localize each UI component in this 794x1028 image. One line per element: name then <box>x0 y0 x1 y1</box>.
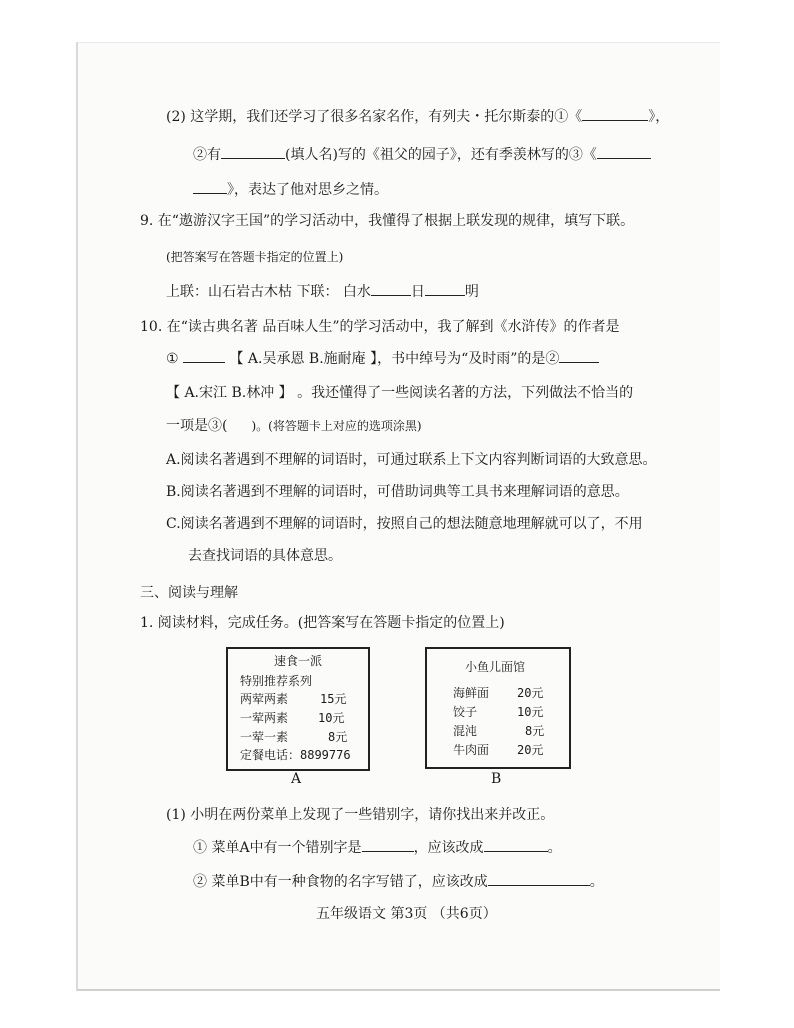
couplet-blank-1[interactable] <box>371 283 411 296</box>
menu-a-title: 速食一派 <box>274 654 323 668</box>
couplet-text-c: 明 <box>464 284 479 300</box>
q8-2-line1 <box>166 108 669 126</box>
menu-b-item-name: 海鲜面 <box>453 686 490 700</box>
q8-2-line3-text: 》，表达了他对思乡之情。 <box>227 182 388 198</box>
menu-a-subtitle: 特别推荐系列 <box>240 674 313 688</box>
menu-a-item-name: 一荤两素 <box>240 711 289 725</box>
q10-blank-2[interactable] <box>559 350 599 363</box>
q9-stem: 9. 在“遨游汉字王国”的学习活动中，我懂得了根据上联发现的规律，填写下联。 <box>140 213 635 229</box>
couplet-text-a: 上联：山石岩古木枯 下联： 白水 <box>166 284 371 300</box>
q10-option-c-line1: C.阅读名著遇到不理解的词语时，按照自己的想法随意地理解就可以了，不用 <box>166 516 643 532</box>
typo-blank-b[interactable] <box>488 873 590 886</box>
answer-blank-2[interactable] <box>221 146 285 159</box>
q10-line2-text-b: 【 A.吴承恩 B.施耐庵 】，书中绰号为“及时雨”的是② <box>229 351 560 367</box>
q10-line4-text-b: )。(将答题卡上对应的选项涂黑) <box>251 419 422 433</box>
answer-blank-1[interactable] <box>582 108 648 121</box>
couplet-text-b: 日 <box>410 284 425 300</box>
menu-b-item-price: 10元 <box>517 705 544 719</box>
page-footer: 五年级语文 第3页 （共6页） <box>316 906 497 922</box>
answer-blank-3-cont[interactable] <box>193 181 227 194</box>
menu-a-item-name: 一荤一素 <box>240 730 289 744</box>
menu-b-item-price: 20元 <box>517 743 544 757</box>
menu-b-title: 小鱼儿面馆 <box>465 660 526 674</box>
sub-b-text-1: ② 菜单B中有一种食物的名字写错了，应该改成 <box>193 874 488 890</box>
menu-a-item-price: 8元 <box>328 730 348 744</box>
q8-2-line2-text-b: (填人名)写的《祖父的园子》，还有季羡林写的③《 <box>285 147 597 163</box>
q9-note: (把答案写在答题卡指定的位置上) <box>166 250 344 264</box>
q10-line2-text-a: ① <box>166 351 179 367</box>
menu-b-item-name: 饺子 <box>453 705 478 719</box>
q10-option-b: B.阅读名著遇到不理解的词语时，可借助词典等工具书来理解词语的意思。 <box>166 484 629 500</box>
q8-2-line3 <box>193 181 388 199</box>
menu-a <box>226 647 370 771</box>
q10-stem: 10. 在“读古典名著 品百味人生”的学习活动中，我了解到《水浒传》的作者是 <box>140 319 620 335</box>
typo-blank-a2[interactable] <box>484 839 548 852</box>
menu-b <box>425 647 571 769</box>
sub-q1-part-a <box>193 839 562 857</box>
q10-line3: 【 A.宋江 B.林冲 】 。我还懂得了一些阅读名著的方法，下列做法不恰当的 <box>166 385 634 401</box>
q10-line4 <box>166 417 422 435</box>
sub-a-text-2: ，应该改成 <box>413 840 484 856</box>
q8-2-line2 <box>193 146 651 164</box>
sub-b-text-2: 。 <box>589 874 604 890</box>
menu-a-item-name: 两荤两素 <box>240 692 289 706</box>
q10-line2 <box>166 350 599 368</box>
sub-a-text-1: ① 菜单A中有一个错别字是 <box>193 840 362 856</box>
menu-b-item-price: 8元 <box>525 724 545 738</box>
sub-q1: (1) 小明在两份菜单上发现了一些错别字，请你找出来并改正。 <box>166 807 555 823</box>
q10-option-c-line2: 去查找词语的具体意思。 <box>188 548 342 564</box>
q8-2-line1-text-a: (2) 这学期，我们还学习了很多名家名作，有列夫・托尔斯泰的①《 <box>166 109 583 125</box>
sub-a-text-3: 。 <box>547 840 562 856</box>
q8-2-line2-text-a: ②有 <box>193 147 221 163</box>
menu-a-item-price: 10元 <box>318 711 345 725</box>
menu-a-phone: 定餐电话：8899776 <box>240 748 351 762</box>
q10-option-a: A.阅读名著遇到不理解的词语时，可通过联系上下文内容判断词语的大致意思。 <box>166 452 657 468</box>
menu-b-item-name: 牛肉面 <box>453 743 490 757</box>
menu-b-caption: B <box>491 771 502 787</box>
section-3-title: 三、阅读与理解 <box>140 585 238 601</box>
menu-b-item-price: 20元 <box>517 686 544 700</box>
q9-couplet <box>166 283 479 301</box>
menu-b-item-name: 混沌 <box>453 724 478 738</box>
sub-q1-part-b <box>193 873 604 891</box>
q10-line4-text-a: 一项是③( <box>166 418 228 434</box>
section-3-q1: 1. 阅读材料，完成任务。(把答案写在答题卡指定的位置上) <box>140 615 505 631</box>
menu-a-caption: A <box>291 771 302 787</box>
menu-a-item-price: 15元 <box>320 692 347 706</box>
couplet-blank-2[interactable] <box>425 283 465 296</box>
typo-blank-a1[interactable] <box>362 839 414 852</box>
q8-2-line1-text-b: 》， <box>648 109 670 125</box>
answer-blank-3[interactable] <box>597 146 651 159</box>
q10-blank-1[interactable] <box>183 350 225 363</box>
